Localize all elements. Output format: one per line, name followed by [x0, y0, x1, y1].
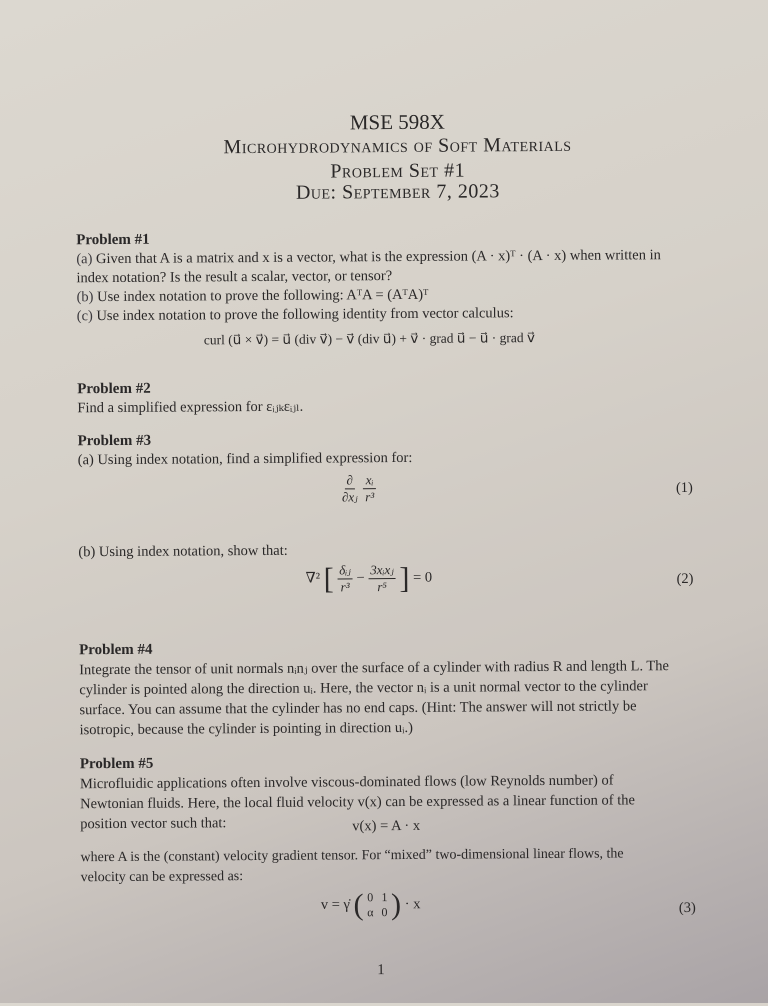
problem-heading: Problem #2 — [77, 380, 151, 398]
equation-number: (3) — [678, 899, 696, 917]
equation-1: $\frac{\partial}{\text{∂xⱼ}}$ $\frac{\text{xᵢ}}{\text{r³}}$ — [340, 472, 376, 505]
problem-2 — [77, 376, 667, 418]
problem-1b: (b) Use index notation to prove the following: AᵀA = (AᵀA)ᵀ — [76, 286, 429, 306]
course-title: Microhydrodynamics of Soft Materials — [223, 133, 572, 159]
problem-text: Microfluidic applications often involve viscous-dominated flows (low Reynolds number) of Newtonian fluids. Here, the local fluid velocity v(x) can be expressed as a linear function of the position vector such that: — [79, 772, 636, 833]
problem-heading: Problem #1 — [76, 231, 150, 249]
page-number: 1 — [377, 962, 385, 979]
velocity-gradient-matrix: 0 1 α 0 — [367, 890, 388, 920]
problem-3b: (b) Using index notation, show that: — [78, 542, 288, 561]
equation-number: (2) — [676, 570, 694, 588]
problem-1c: (c) Use index notation to prove the following identity from vector calculus: — [76, 305, 514, 325]
problem-set-title: Problem Set #1 — [330, 159, 466, 183]
problem-4 — [79, 636, 670, 740]
problem-3a: (a) Using index notation, find a simplified expression for: — [77, 449, 413, 469]
problem-text: Find a simplified expression for εᵢⱼₖεᵢⱼₗ. — [77, 398, 304, 417]
problem-heading: Problem #4 — [78, 641, 153, 659]
problem-1a: (a) Given that A is a matrix and x is a vector, what is the expression (A · x)ᵀ · (A · x) when written in index notation? Is the result a scalar, vector, or tensor? — [76, 247, 661, 287]
equation-2: ∇² [ $\frac{\text{δᵢⱼ}}{\text{r³}}$ − $\frac{\text{3xᵢxⱼ}}{\text{r⁵}}$ ] = 0 — [305, 561, 433, 596]
curl-identity-equation: curl (u⃗ × v⃗) = u⃗ (div v⃗) − v⃗ (div u⃗) + v⃗ · grad u⃗ − u⃗ · grad v⃗ — [203, 330, 536, 348]
velocity-equation: v(x) = A · x — [352, 817, 421, 835]
problem-5-text2: where A is the (constant) velocity gradient tensor. For “mixed” two-dimensional linear flows, the velocity can be expressed as: — [80, 846, 624, 886]
problem-3 — [78, 428, 668, 470]
problem-1 — [76, 227, 667, 326]
course-number: MSE 598X — [349, 109, 445, 135]
problem-heading: Problem #3 — [77, 432, 152, 450]
due-date: Due: September 7, 2023 — [295, 180, 500, 204]
problem-heading: Problem #5 — [79, 755, 154, 773]
problem-text: Integrate the tensor of unit normals nᵢnⱼ over the surface of a cylinder with radius R and length L. The cylinder is pointed along the direction uᵢ. Here, the vector nᵢ is a unit normal vector to the cylinder surface. You can assume that the cylinder has no end caps. (Hint: The answer will not strictly be isotropic, because the cylinder is pointing in direction uᵢ.) — [79, 658, 670, 739]
mixed-flow-equation: v = γ̇ ( 0 1 α 0 ) · x — [320, 888, 421, 922]
equation-number: (1) — [675, 479, 693, 497]
